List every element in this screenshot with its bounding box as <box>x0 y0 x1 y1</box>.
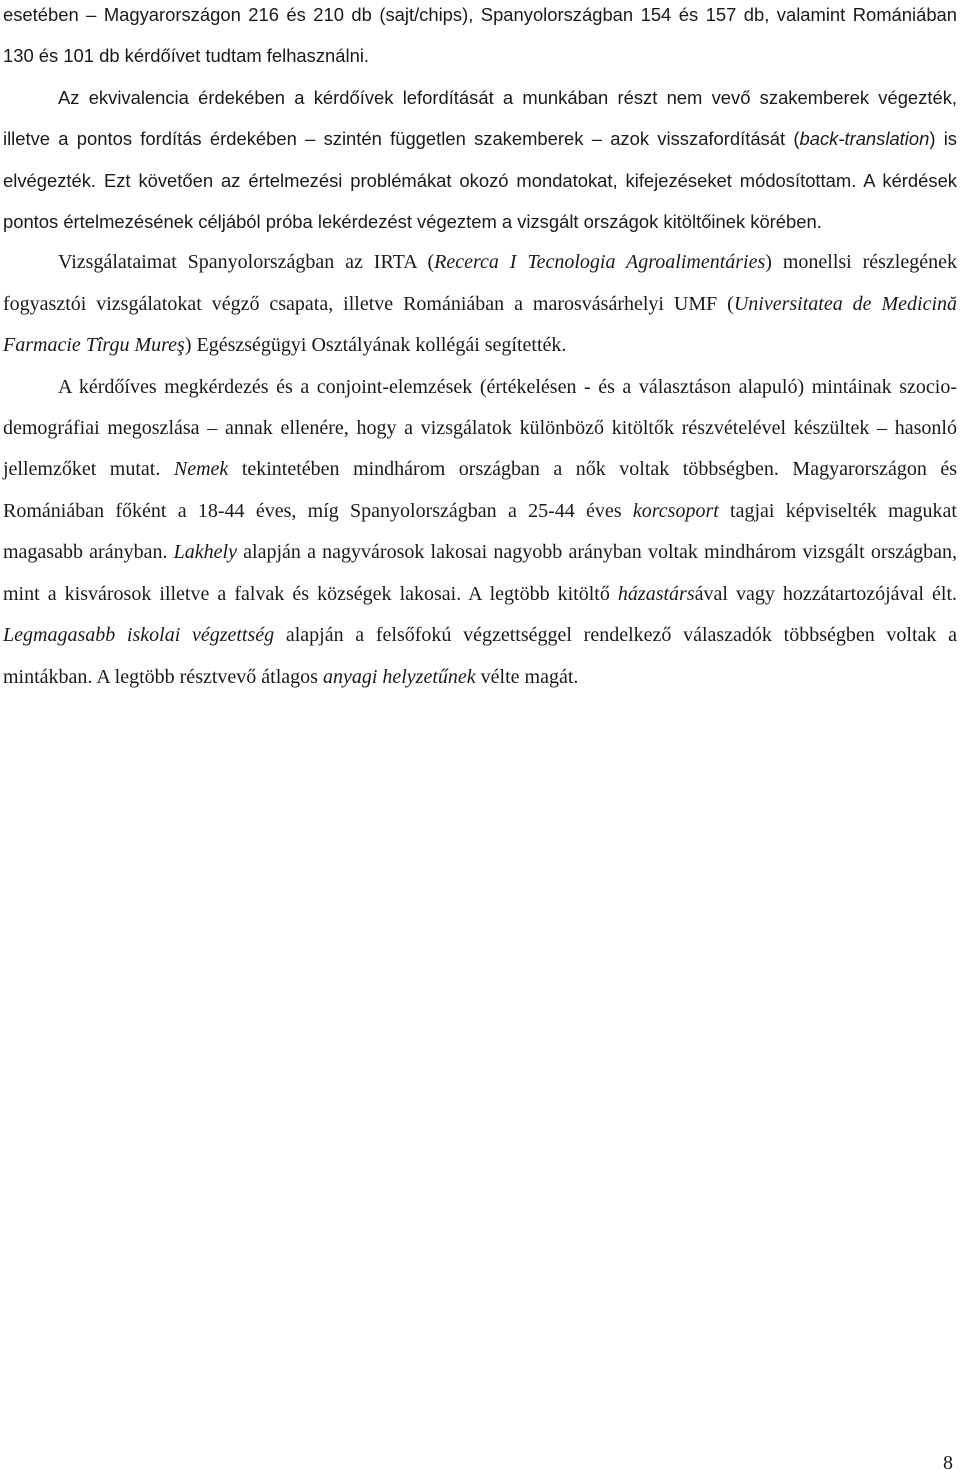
italic-text: korcsoport <box>632 499 719 522</box>
italic-text: Nemek <box>173 458 229 481</box>
italic-text: Universitatea de Medicină Farmacie Tîrgu Mureş <box>3 292 957 357</box>
italic-text: házastárs <box>617 582 695 605</box>
document-body <box>3 0 957 698</box>
paragraph-4 <box>3 367 957 698</box>
text-run: ával vagy hozzátartozójával élt. <box>694 582 958 605</box>
text-run: ) Egészségügyi Osztályának kollégái segítették. <box>184 334 567 357</box>
paragraph-1 <box>3 0 957 77</box>
italic-text: back-translation <box>799 128 930 150</box>
page-number: 8 <box>943 1452 953 1474</box>
paragraph-2 <box>3 77 957 243</box>
text-run: Az ekvivalencia érdekében a kérdőívek lefordítását a munkában részt nem vevő szakemberek végezték, illetve a pontos fordítás érdekében – szintén független szakemberek – azok visszafordítását ( <box>3 86 957 150</box>
text-run: alapján a felsőfokú végzettséggel rendelkező válaszadók többségben voltak a mintákban. A legtöbb résztvevő átlagos <box>3 624 958 688</box>
text-run: esetében – Magyarországon 216 és 210 db (sajt/chips), Spanyolországban 154 és 157 db, valamint Romániában 130 és 101 db kérdőívet tudtam felhasználni. <box>3 4 957 67</box>
text-run: Vizsgálataimat Spanyolországban az IRTA ( <box>58 251 435 274</box>
text-run: A kérdőíves megkérdezés és a conjoint-elemzések (értékelésen - és a választáson alapuló) mintáinak szocio-demográfiai megoszlása – annak ellenére, hogy a vizsgálatok különböző kitöltők részvételével készültek – hasonló jellemzőket mutat. <box>3 375 957 481</box>
text-run: tagjai képviselték magukat magasabb arányban. <box>3 499 957 564</box>
text-run: ) is elvégezték. Ezt követően az értelmezési problémákat okozó mondatokat, kifejezéseket módosítottam. A kérdések pontos értelmezésének céljából próba lekérdezést végeztem a vizsgált országok kitöltőinek körében. <box>3 128 958 233</box>
text-run: vélte magát. <box>475 665 579 688</box>
italic-text: Legmagasabb iskolai végzettség <box>3 624 275 647</box>
text-run: alapján a nagyvárosok lakosai nagyobb arányban voltak mindhárom vizsgált országban, mint a kisvárosok illetve a falvak és községek lakosai. A legtöbb kitöltő <box>3 541 957 605</box>
paragraph-3 <box>3 242 957 366</box>
text-run: ) monellsi részlegének fogyasztói vizsgálatokat végző csapata, illetve Romániában a marosvásárhelyi UMF ( <box>3 251 957 315</box>
italic-text: Lakhely <box>173 541 237 564</box>
italic-text: anyagi helyzetűnek <box>322 665 476 688</box>
text-run: tekintetében mindhárom országban a nők voltak többségben. Magyarországon és Romániában főként a 18-44 éves, míg Spanyolországban a 25-44 éves <box>3 458 957 522</box>
italic-text: Recerca I Tecnologia Agroalimentáries <box>434 251 766 274</box>
